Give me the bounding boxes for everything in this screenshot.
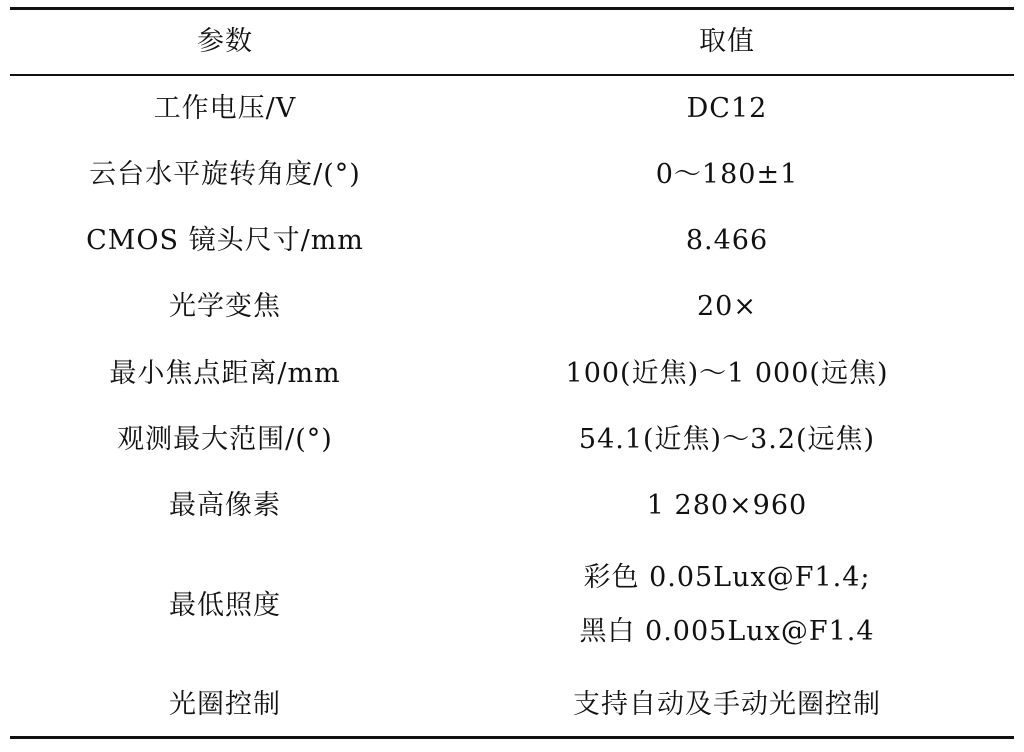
param-cell: 观测最大范围/(°) (117, 423, 333, 455)
table-row (10, 353, 1014, 393)
table-row (10, 286, 1014, 326)
value-cell (440, 551, 1014, 659)
value-cell: 20× (697, 290, 757, 322)
param-cell: 最小焦点距离/mm (109, 357, 341, 389)
param-cell: 光学变焦 (169, 290, 281, 322)
value-cell: 1 280×960 (646, 489, 808, 521)
header-value: 取值 (699, 25, 755, 57)
table-row (10, 485, 1014, 525)
table-row (10, 220, 1014, 260)
value-cell: 54.1(近焦)～3.2(远焦) (578, 423, 876, 455)
param-cell: 工作电压/V (153, 92, 297, 124)
table-row (10, 154, 1014, 194)
table-row (10, 684, 1014, 724)
value-line: 彩色 0.05Lux@F1.4; (583, 562, 871, 593)
table-row (10, 551, 1014, 659)
table-header-row (10, 22, 1014, 60)
param-cell: 云台水平旋转角度/(°) (89, 158, 361, 190)
table-row (10, 88, 1014, 128)
param-cell: CMOS 镜头尺寸/mm (86, 224, 364, 256)
value-cell: DC12 (686, 92, 768, 124)
value-cell: 8.466 (685, 224, 769, 256)
table-row (10, 419, 1014, 459)
table-header-rule (10, 74, 1014, 76)
value-cell: 100(近焦)～1 000(远焦) (565, 357, 889, 389)
param-cell: 最低照度 (169, 589, 281, 621)
table-bottom-rule (10, 736, 1014, 739)
param-cell: 光圈控制 (169, 688, 281, 720)
value-cell: 支持自动及手动光圈控制 (573, 688, 881, 720)
table-top-rule (10, 7, 1014, 10)
value-cell: 0～180±1 (655, 158, 799, 190)
value-line: 黑白 0.005Lux@F1.4 (579, 616, 875, 647)
header-param: 参数 (197, 25, 253, 57)
param-cell: 最高像素 (169, 489, 281, 521)
